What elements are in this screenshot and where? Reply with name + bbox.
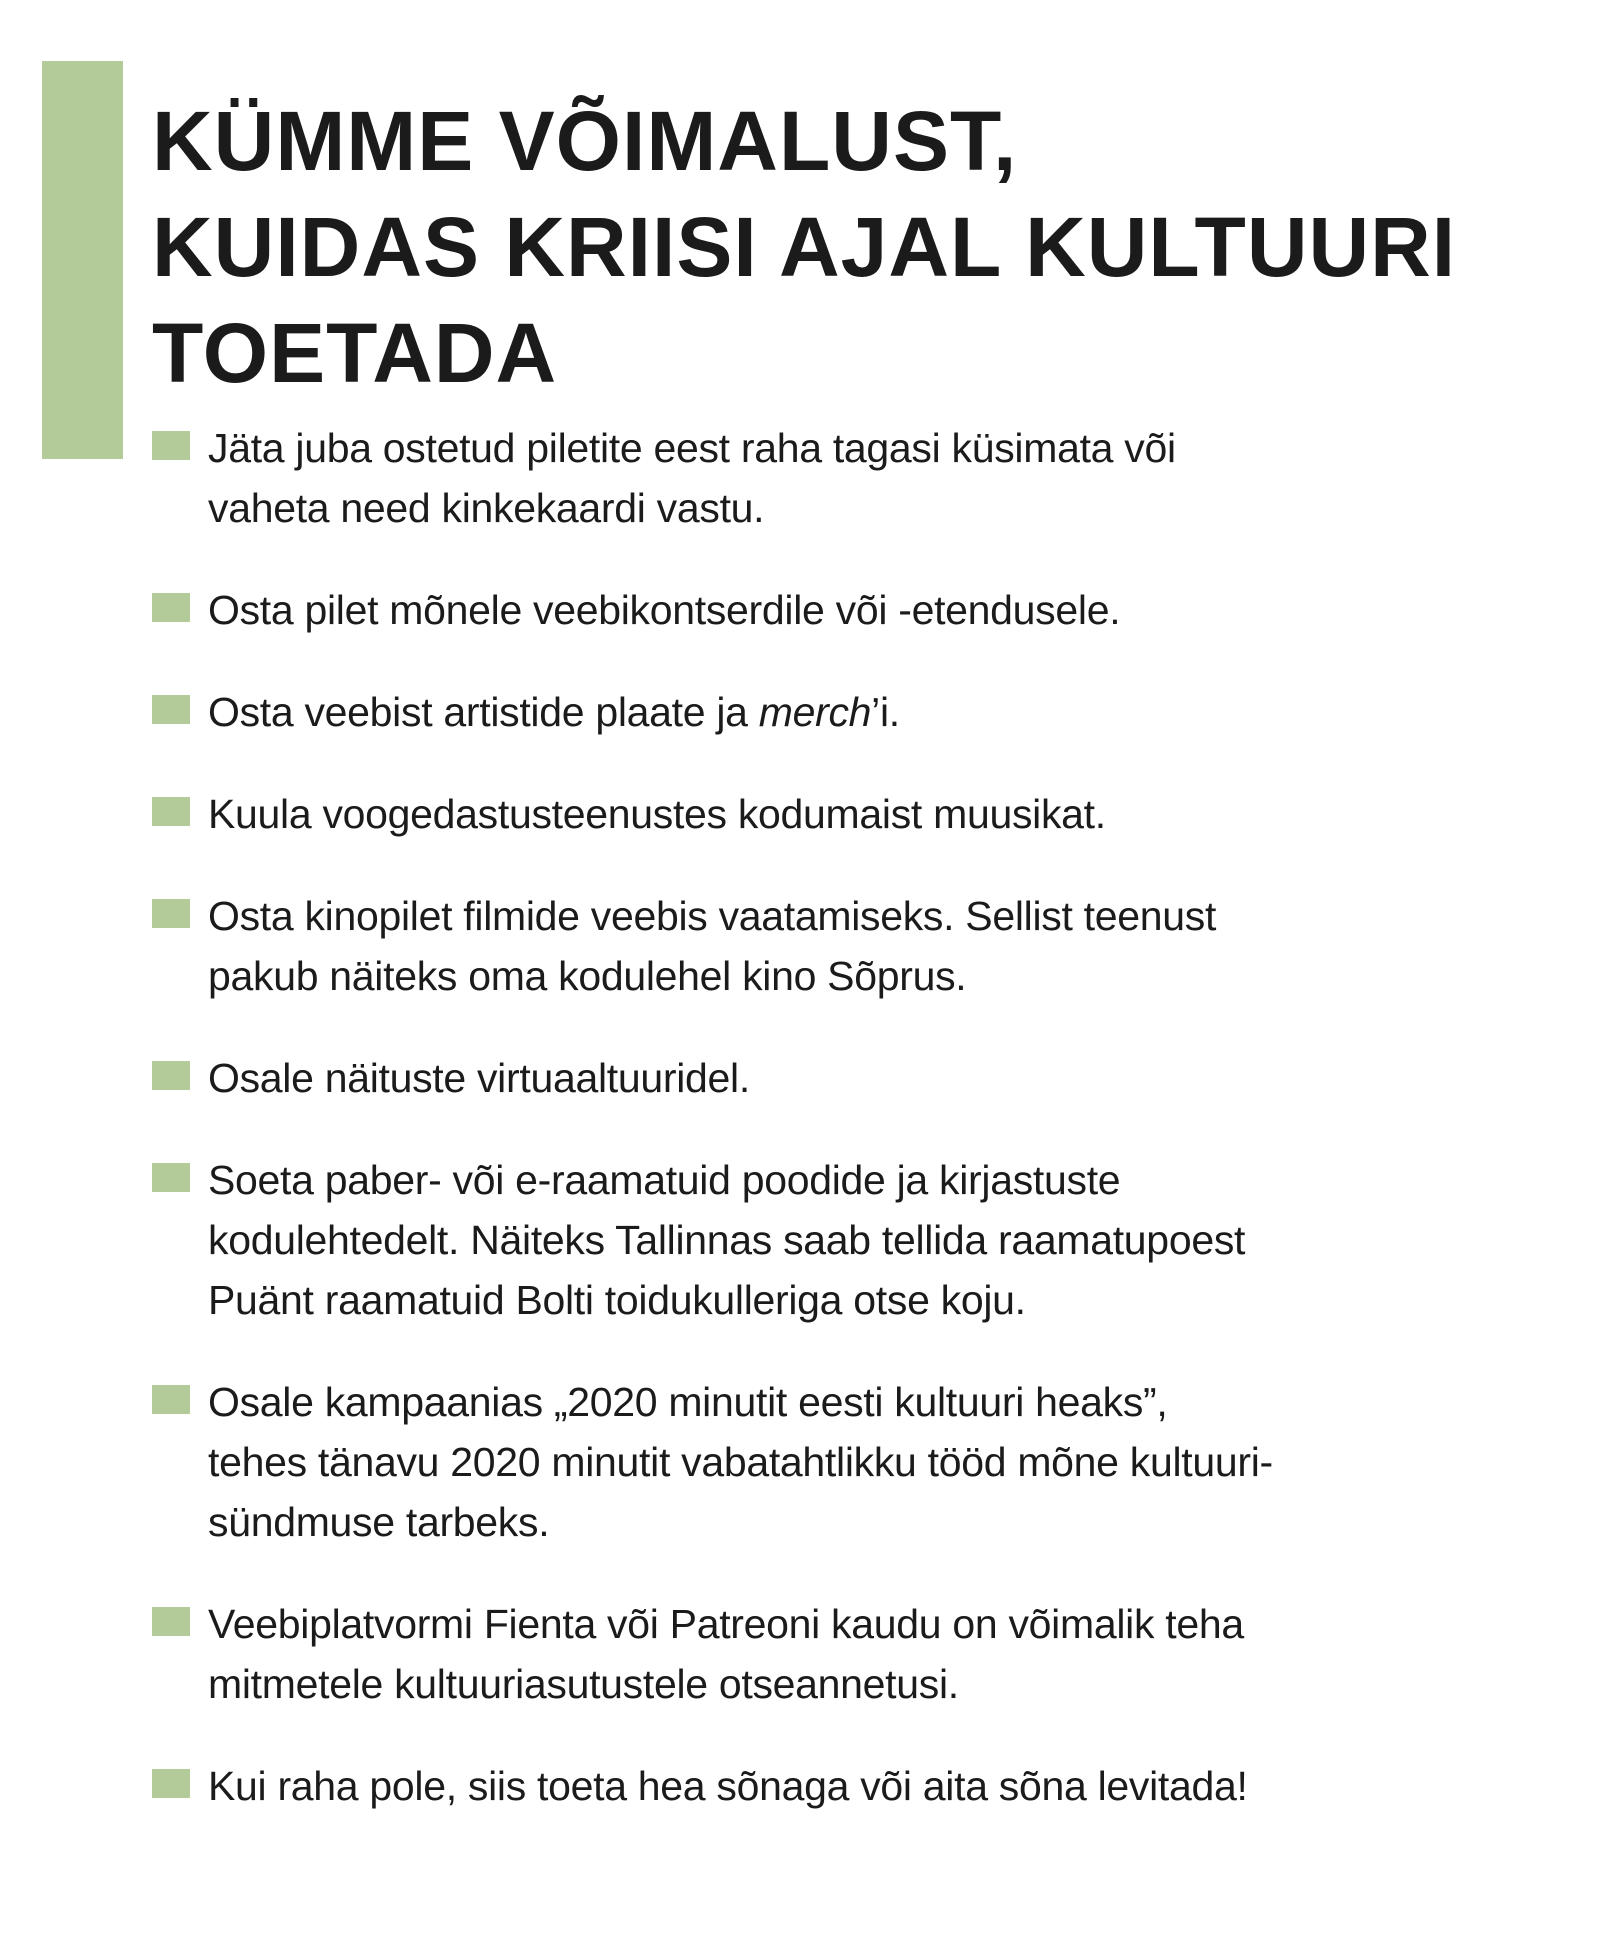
square-bullet-icon xyxy=(152,797,190,826)
item-text: Osta pilet mõnele veebikontserdile või -etendusele. xyxy=(208,587,1121,633)
square-bullet-icon xyxy=(152,1769,190,1798)
square-bullet-icon xyxy=(152,1061,190,1090)
square-bullet-icon xyxy=(152,1163,190,1192)
list-item xyxy=(152,1756,1572,1816)
square-bullet-icon xyxy=(152,431,190,460)
list-item xyxy=(152,682,1572,742)
list-item xyxy=(152,418,1572,538)
title-line: TOETADA xyxy=(152,306,558,400)
item-text: Osale näituste virtuaaltuuridel. xyxy=(208,1055,750,1101)
item-text: Osta veebist artistide plaate ja merch’i. xyxy=(208,689,900,735)
item-text: Kui raha pole, siis toeta hea sõnaga või aita sõna levitada! xyxy=(208,1763,1248,1809)
list-item xyxy=(152,580,1572,640)
square-bullet-icon xyxy=(152,695,190,724)
title-line: KUIDAS KRIISI AJAL KULTUURI xyxy=(152,200,1457,294)
page-title xyxy=(152,88,1456,406)
list-item xyxy=(152,1150,1572,1330)
item-text: Kuula voogedastusteenustes kodumaist muusikat. xyxy=(208,791,1106,837)
item-text: Veebiplatvormi Fienta või Patreoni kaudu on võimalik teha mitmetele kultuuriasutustele otseannetusi. xyxy=(208,1601,1244,1707)
item-text: Jäta juba ostetud piletite eest raha tagasi küsimata või vaheta need kinkekaardi vastu. xyxy=(208,425,1176,531)
square-bullet-icon xyxy=(152,1607,190,1636)
item-text: Soeta paber- või e-raamatuid poodide ja kirjastuste kodulehtedelt. Näiteks Tallinnas saab tellida raamatupoest Puänt raamatuid Bolti toidukulleriga otse koju. xyxy=(208,1157,1246,1323)
item-text: Osale kampaanias „2020 minutit eesti kultuuri heaks”, tehes tänavu 2020 minutit vabatahtlikku tööd mõne kultuuri- sündmuse tarbeks. xyxy=(208,1379,1273,1545)
square-bullet-icon xyxy=(152,899,190,928)
accent-bar xyxy=(42,61,123,459)
square-bullet-icon xyxy=(152,593,190,622)
list-item xyxy=(152,886,1572,1006)
tips-list xyxy=(152,418,1572,1816)
list-item xyxy=(152,784,1572,844)
list-item xyxy=(152,1372,1572,1552)
list-item xyxy=(152,1594,1572,1714)
item-text: Osta kinopilet filmide veebis vaatamiseks. Sellist teenust pakub näiteks oma kodulehel kino Sõprus. xyxy=(208,893,1217,999)
title-line: KÜMME VÕIMALUST, xyxy=(152,94,1018,188)
list-item xyxy=(152,1048,1572,1108)
square-bullet-icon xyxy=(152,1385,190,1414)
